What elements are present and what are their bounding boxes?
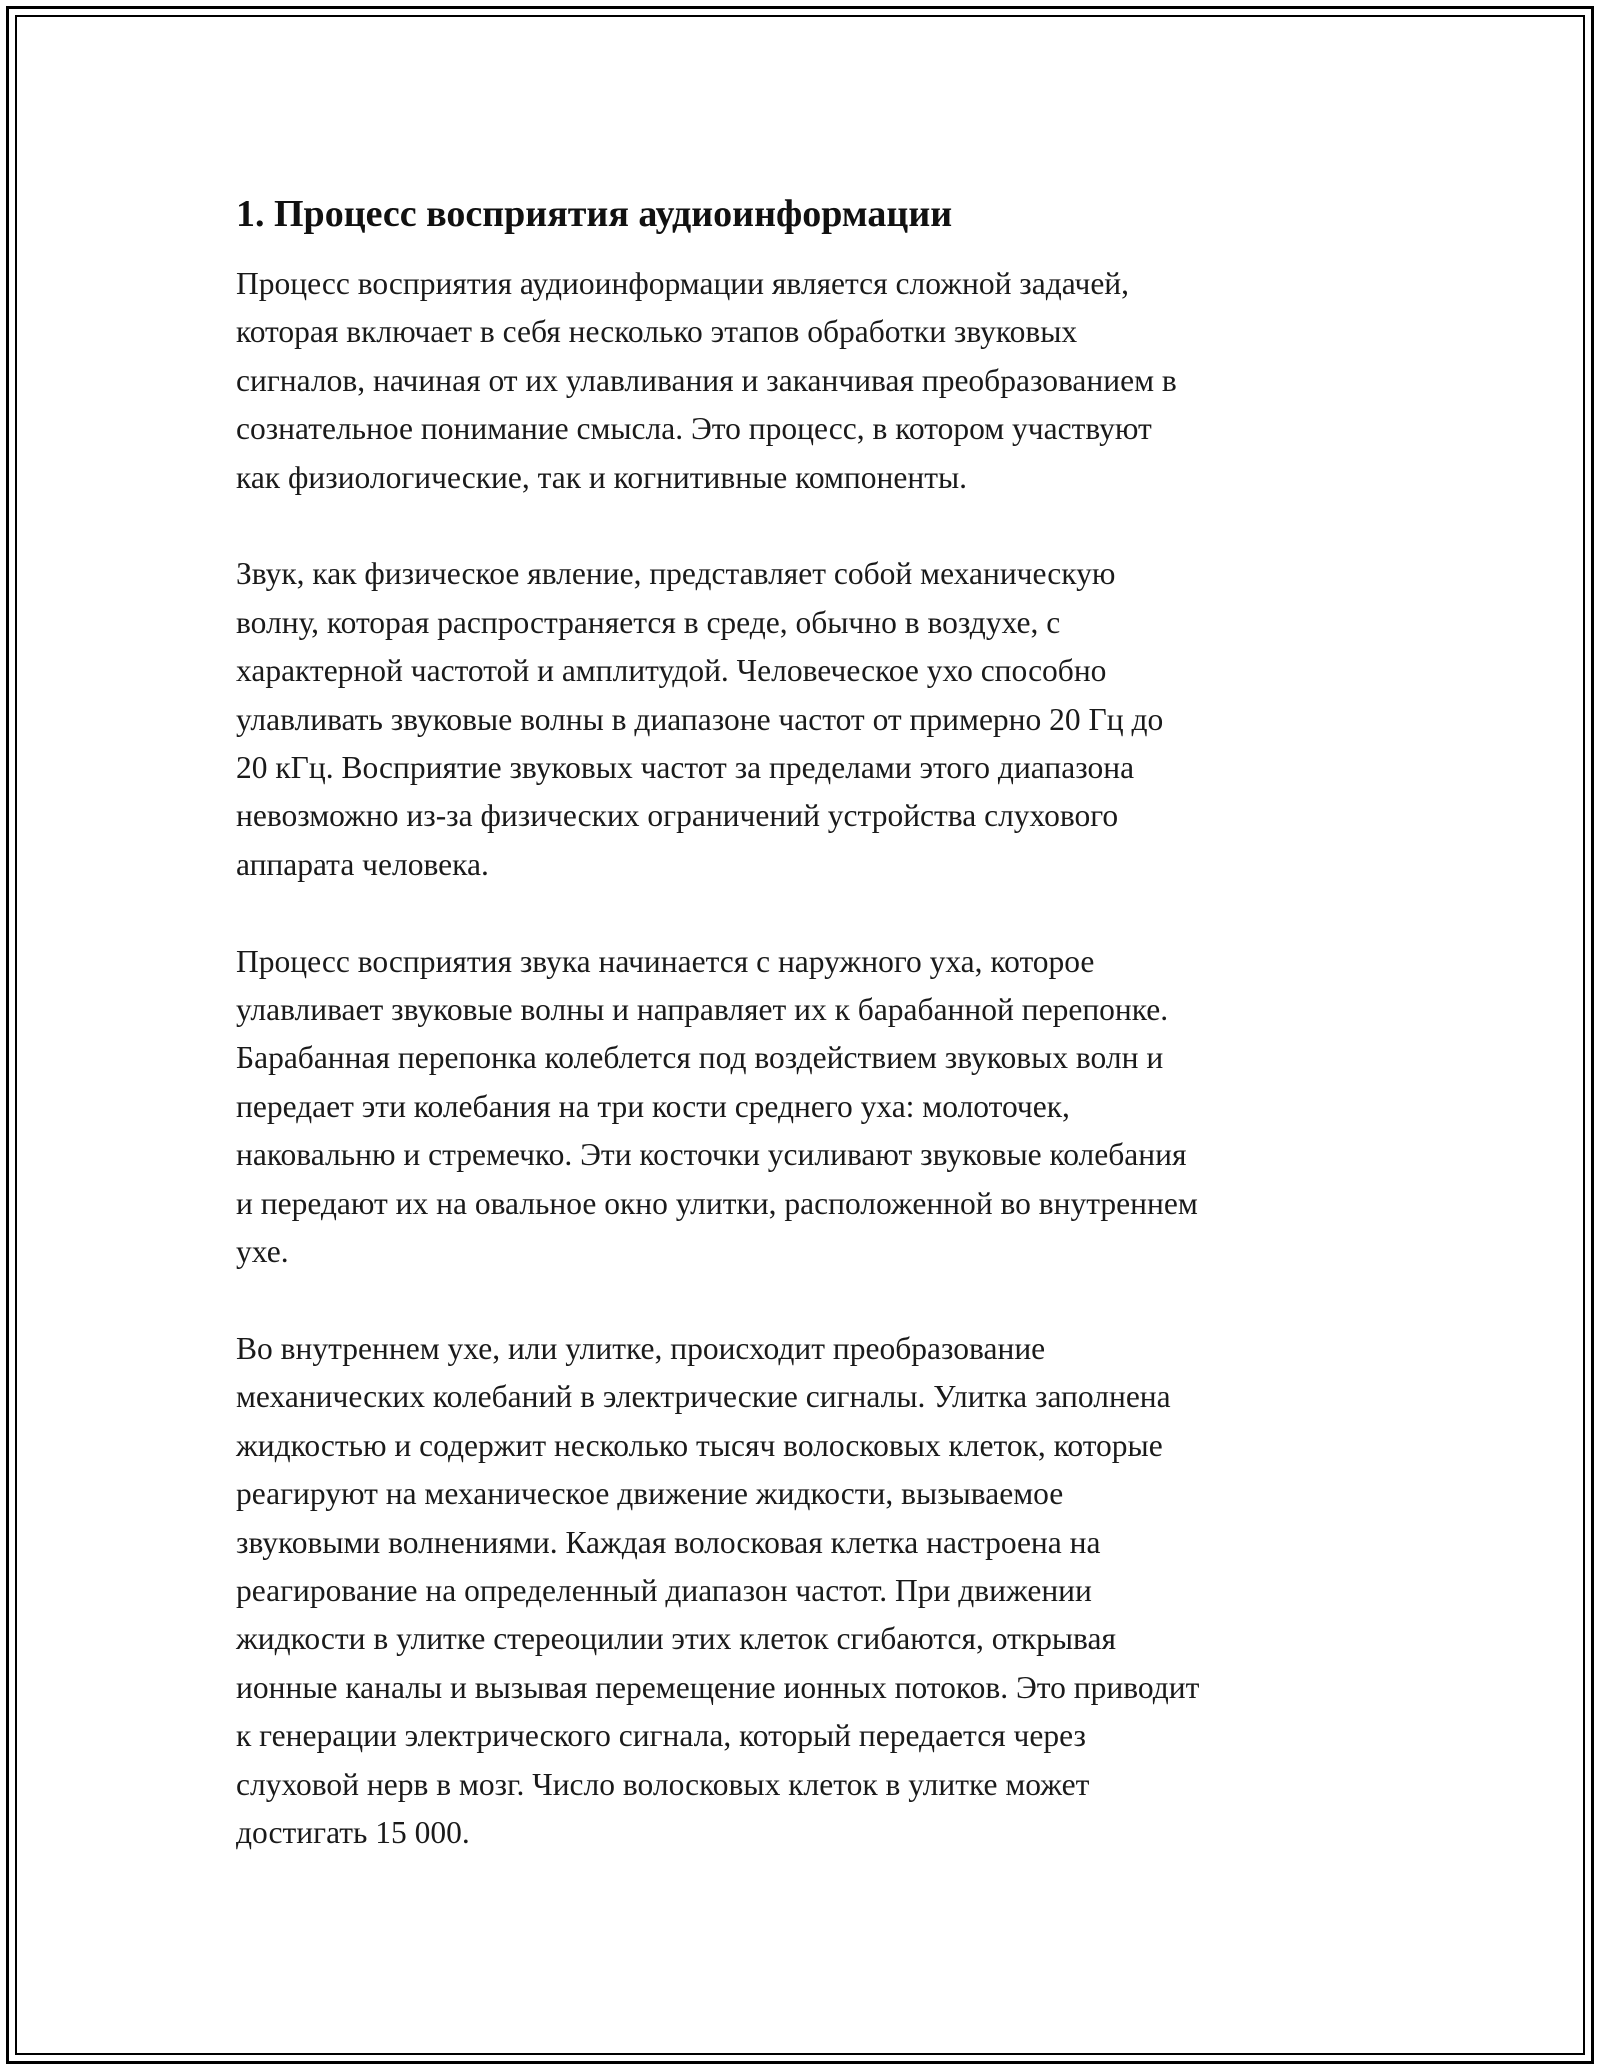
text-line: улавливать звуковые волны в диапазоне частот от примерно 20 Гц до (236, 701, 1164, 737)
text-line: ухе. (236, 1234, 289, 1270)
paragraph-2 (236, 550, 1376, 889)
text-line: жидкости в улитке стереоцилии этих клеток сгибаются, открывая (236, 1621, 1116, 1657)
text-line: Процесс восприятия аудиоинформации является сложной задачей, (236, 266, 1130, 301)
text-line: невозможно из-за физических ограничений устройства слухового (236, 798, 1119, 834)
text-line: Барабанная перепонка колеблется под воздействием звуковых волн и (236, 1040, 1164, 1076)
text-line: характерной частотой и амплитудой. Человеческое ухо способно (236, 653, 1107, 689)
text-line: наковальню и стремечко. Эти косточки усиливают звуковые колебания (236, 1137, 1187, 1173)
document-body (236, 186, 1376, 1857)
text-line: аппарата человека. (236, 846, 489, 882)
text-line: улавливает звуковые волны и направляет их к барабанной перепонке. (236, 992, 1169, 1028)
section-heading: 1. Процесс восприятия аудиоинформации (236, 193, 953, 235)
text-line: Во внутреннем ухе, или улитке, происходит преобразование (236, 1330, 1046, 1366)
text-line: сознательное понимание смысла. Это процесс, в котором участвуют (236, 411, 1152, 447)
text-line: механических колебаний в электрические сигналы. Улитка заполнена (236, 1379, 1171, 1415)
text-line: к генерации электрического сигнала, который передается через (236, 1718, 1086, 1754)
paragraph-4 (236, 1325, 1376, 1857)
text-line: Процесс восприятия звука начинается с наружного уха, которое (236, 943, 1095, 979)
text-line: жидкостью и содержит несколько тысяч волосковых клеток, которые (236, 1427, 1163, 1463)
text-line: 20 кГц. Восприятие звуковых частот за пределами этого диапазона (236, 750, 1135, 786)
paragraph-3 (236, 938, 1376, 1277)
text-line: сигналов, начиная от их улавливания и заканчивая преобразованием в (236, 362, 1177, 398)
text-line: как физиологические, так и когнитивные компоненты. (236, 459, 968, 495)
paragraph-1 (236, 260, 1376, 502)
text-line: реагируют на механическое движение жидкости, вызываемое (236, 1476, 1064, 1512)
text-line: ионные каналы и вызывая перемещение ионных потоков. Это приводит (236, 1669, 1200, 1705)
text-line: звуковыми волнениями. Каждая волосковая клетка настроена на (236, 1524, 1101, 1560)
text-line: и передают их на овальное окно улитки, расположенной во внутреннем (236, 1185, 1198, 1221)
text-line: реагирование на определенный диапазон частот. При движении (236, 1572, 1092, 1608)
text-line: передает эти колебания на три кости среднего уха: молоточек, (236, 1088, 1070, 1124)
text-line: которая включает в себя несколько этапов обработки звуковых (236, 314, 1078, 350)
text-line: Звук, как физическое явление, представляет собой механическую (236, 556, 1116, 592)
text-line: достигать 15 000. (236, 1814, 470, 1850)
text-line: слуховой нерв в мозг. Число волосковых клеток в улитке может (236, 1766, 1090, 1802)
text-line: волну, которая распространяется в среде, обычно в воздухе, с (236, 604, 1061, 640)
